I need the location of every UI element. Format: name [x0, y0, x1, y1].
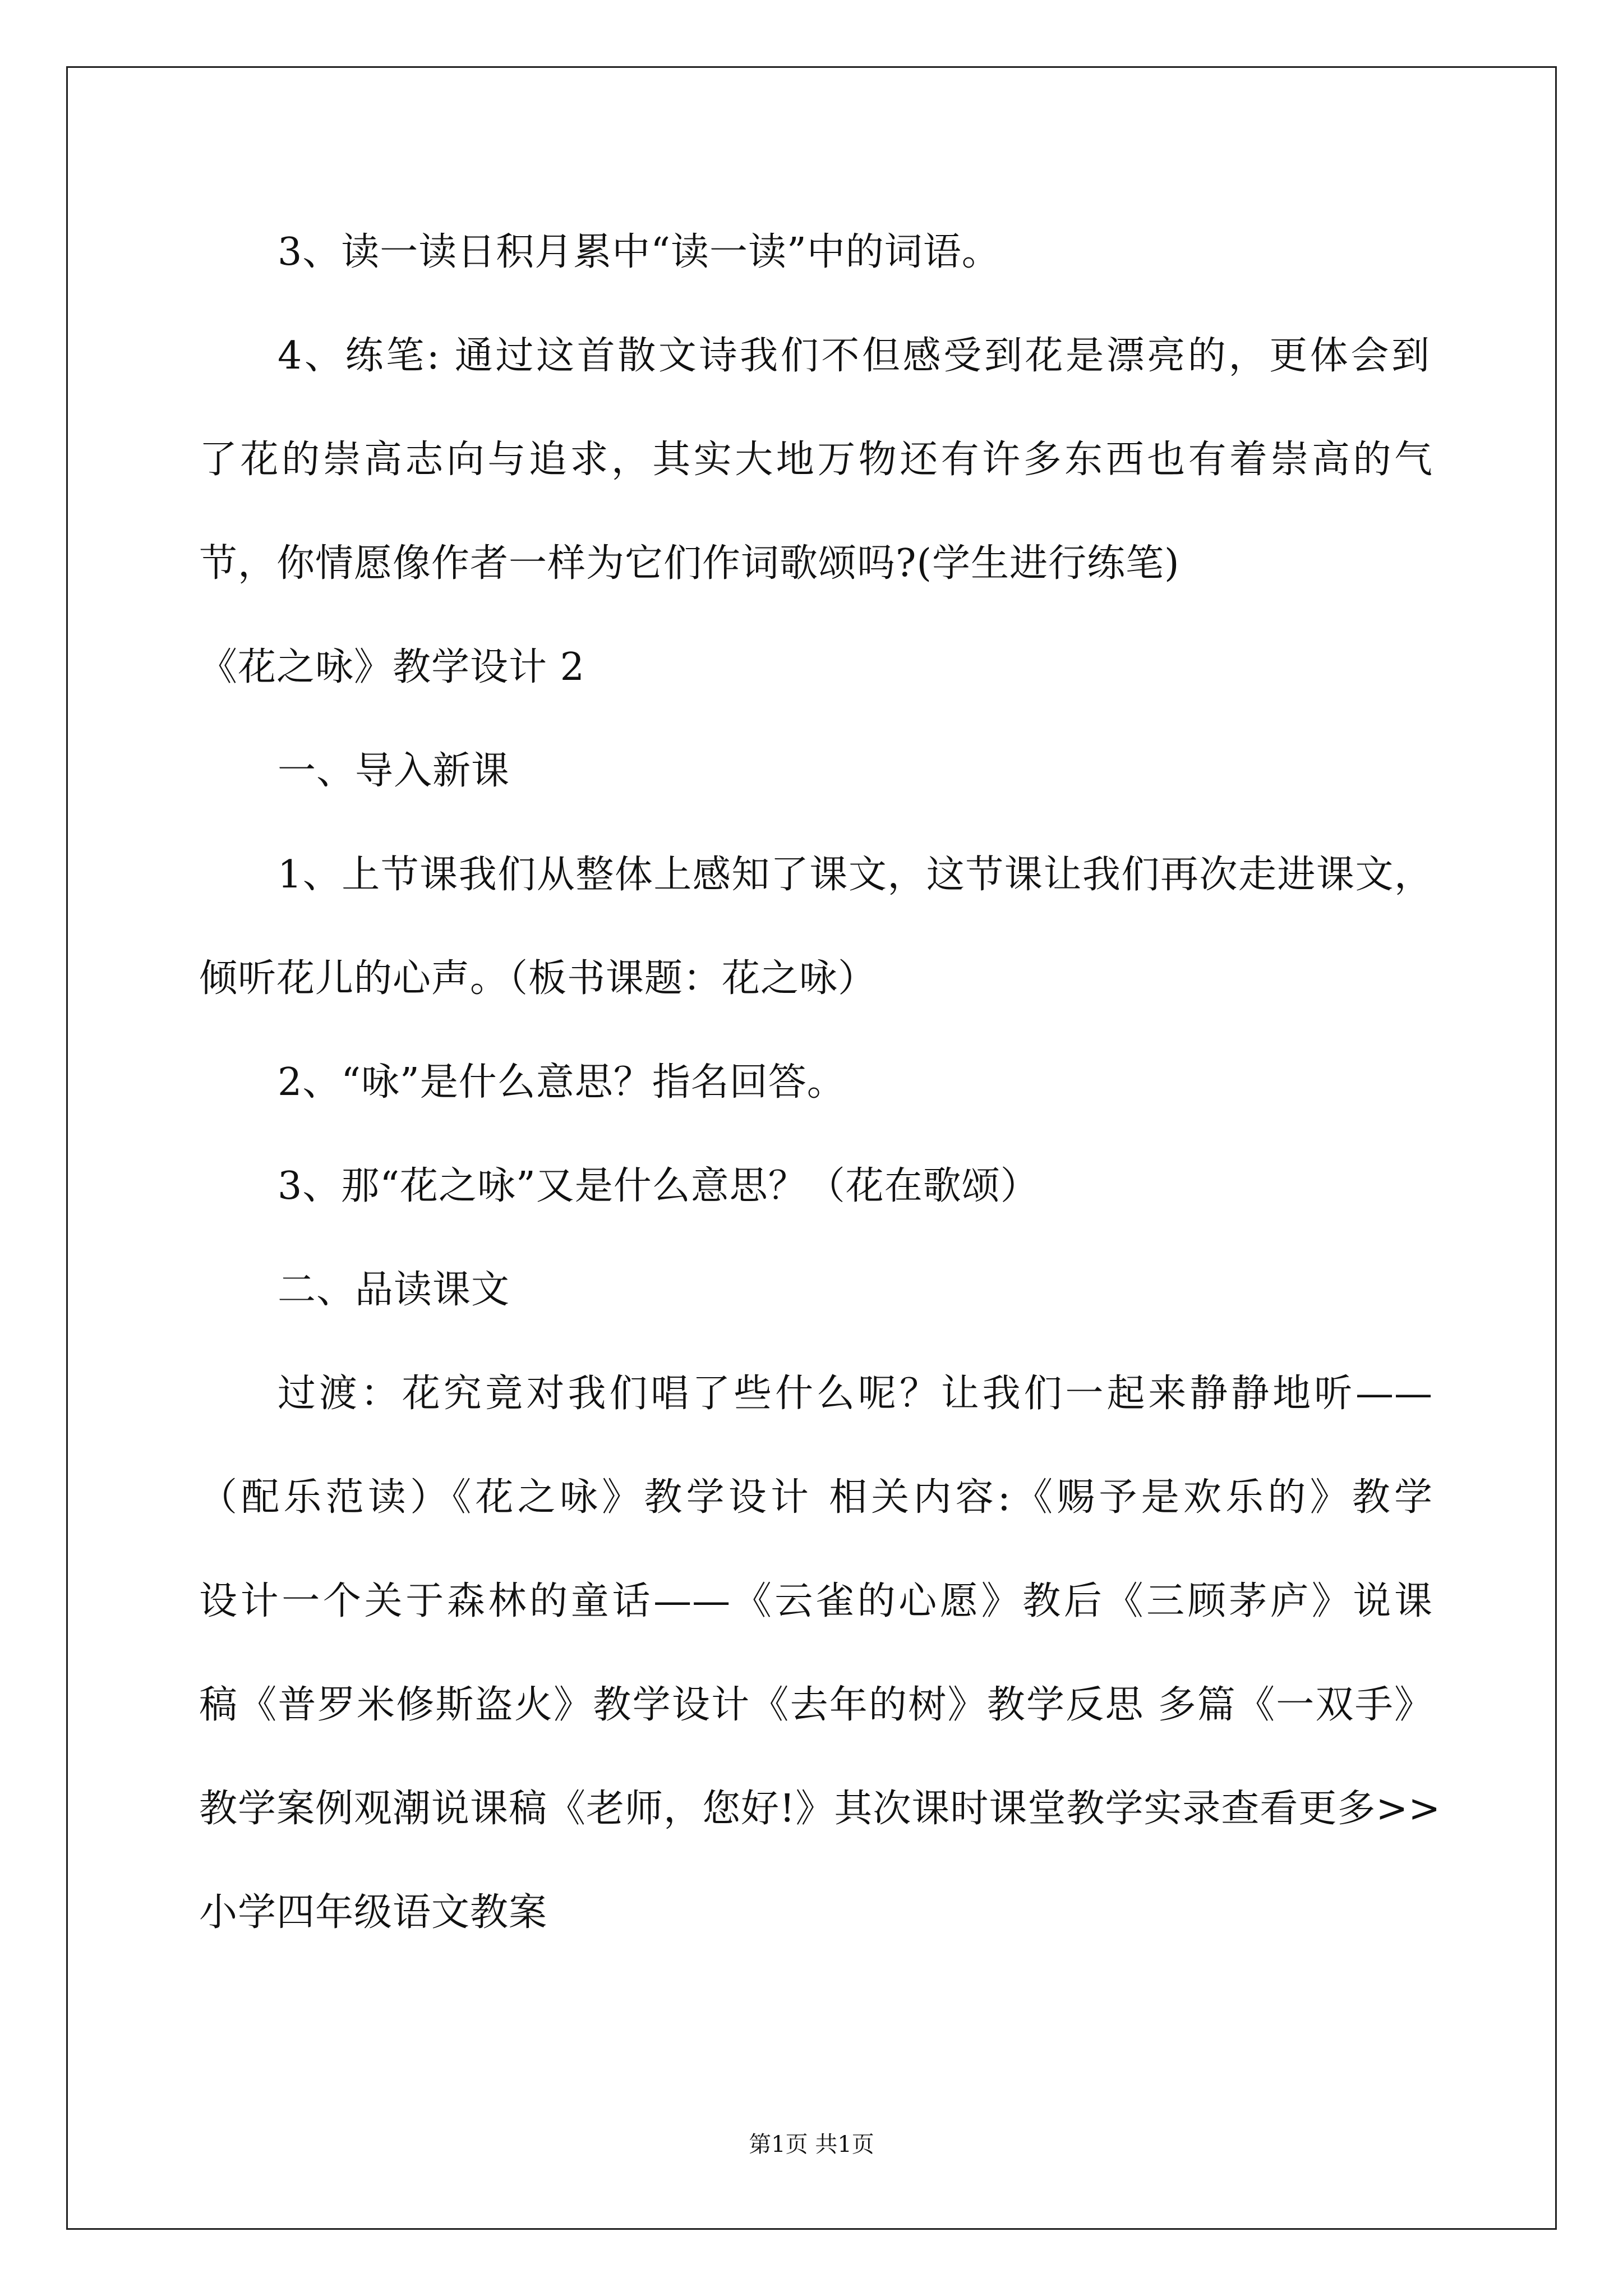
paragraph-line-related-content-4: 教学案例观潮说课稿《老师，您好!》其次课时课堂教学实录查看更多>>: [199, 1787, 1441, 1831]
paragraph-line-meaning-title: 3、那“花之咏”又是什么意思？（花在歌颂）: [278, 1164, 1039, 1208]
heading-read-text: 二、品读课文: [278, 1268, 510, 1312]
paragraph-line-writing-practice-end: 节，你情愿像作者一样为它们作词歌颂吗?(学生进行练笔): [199, 541, 1180, 586]
paragraph-line-related-content-3: 稿《普罗米修斯盗火》教学设计《去年的树》教学反思 多篇《一双手》: [199, 1683, 1433, 1727]
paragraph-line-transition: 过渡：花究竟对我们唱了些什么呢？让我们一起来静静地听——: [278, 1372, 1433, 1416]
paragraph-line-writing-practice-cont: 了花的崇高志向与追求，其实大地万物还有许多东西也有着崇高的气: [199, 438, 1433, 482]
heading-introduce-lesson: 一、导入新课: [278, 749, 510, 793]
paragraph-line-last-lesson: 1、上节课我们从整体上感知了课文，这节课让我们再次走进课文，: [278, 853, 1433, 897]
paragraph-line-listen-flowers: 倾听花儿的心声。（板书课题：花之咏）: [199, 956, 877, 1001]
paragraph-line-category: 小学四年级语文教案: [199, 1890, 548, 1935]
paragraph-line-read-words: 3、读一读日积月累中“读一读”中的词语。: [278, 230, 1000, 274]
paragraph-line-related-content-2: 设计一个关于森林的童话——《云雀的心愿》教后《三顾茅庐》说课: [199, 1579, 1433, 1623]
section-title-design-2: 《花之咏》教学设计 2: [199, 645, 585, 689]
paragraph-line-writing-practice: 4、练笔: 通过这首散文诗我们不但感受到花是漂亮的，更体会到: [278, 334, 1430, 378]
paragraph-line-related-content: （配乐范读）《花之咏》教学设计 相关内容:《赐予是欢乐的》教学: [199, 1475, 1433, 1520]
page-number-footer: 第1页 共1页: [749, 2132, 874, 2157]
paragraph-line-meaning-yong: 2、“咏”是什么意思？指名回答。: [278, 1060, 846, 1105]
